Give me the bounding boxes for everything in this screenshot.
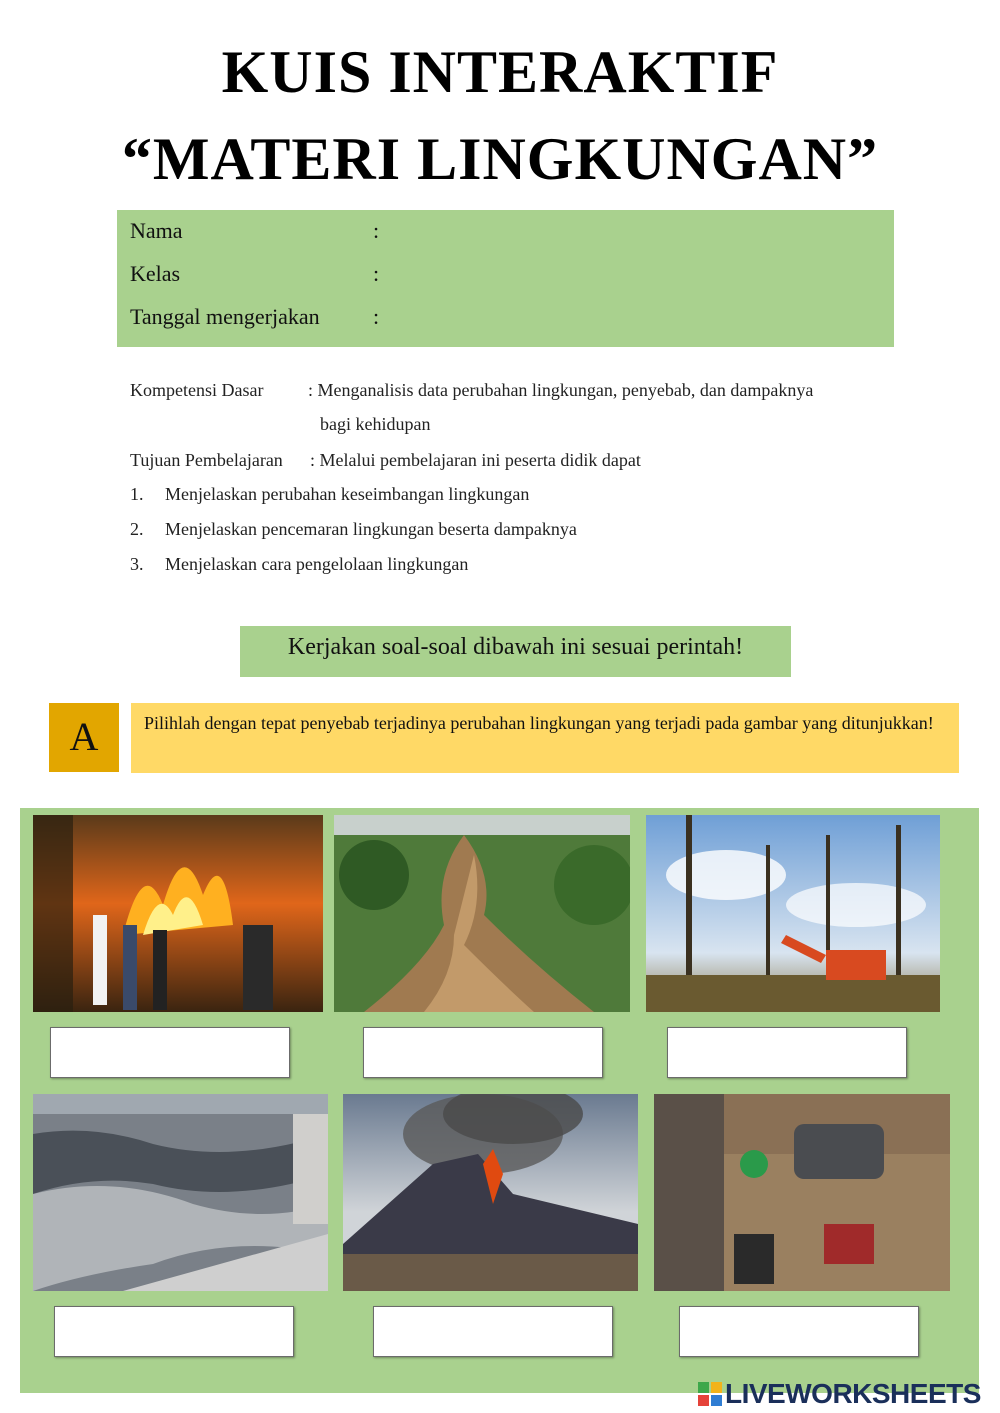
objective-text: Menjelaskan pencemaran lingkungan beserta dampaknya: [165, 519, 577, 539]
answer-box-6[interactable]: [679, 1306, 919, 1357]
class-row: [130, 261, 379, 287]
class-colon: :: [373, 261, 380, 286]
objective-number: 1.: [130, 484, 144, 504]
tp-text: : Melalui pembelajaran ini peserta didik dapat: [310, 450, 641, 470]
kd-label: Kompetensi Dasar: [130, 380, 264, 400]
answer-box-1[interactable]: [50, 1027, 290, 1078]
brand-name: LIVEWORKSHEETS: [725, 1378, 981, 1409]
date-label: Tanggal mengerjakan: [130, 304, 320, 329]
student-identity-box: [117, 210, 894, 347]
image-question-panel: [20, 808, 979, 1393]
liveworksheets-brand: [698, 1376, 981, 1412]
tsunami-photo: [33, 1094, 328, 1291]
date-colon: :: [373, 304, 380, 329]
kd-text-line2: bagi kehidupan: [320, 414, 431, 434]
page-title-line2: “MATERI LINGKUNGAN”: [121, 126, 879, 192]
objective-text: Menjelaskan perubahan keseimbangan lingkungan: [165, 484, 530, 504]
instruction-banner: Kerjakan soal-soal dibawah ini sesuai perintah!: [240, 626, 791, 677]
objective-number: 2.: [130, 519, 144, 539]
liveworksheets-logo-icon: [698, 1382, 722, 1406]
tp-label: Tujuan Pembelajaran: [130, 450, 283, 470]
kd-text-line1: : Menganalisis data perubahan lingkungan, penyebab, dan dampaknya: [308, 380, 814, 400]
section-a-question: Pilihlah dengan tepat penyebab terjadinya perubahan lingkungan yang terjadi pada gambar yang ditunjukkan!: [131, 703, 959, 773]
landslide-photo: [334, 815, 630, 1012]
volcano-eruption-photo: [343, 1094, 638, 1291]
answer-box-5[interactable]: [373, 1306, 613, 1357]
answer-box-3[interactable]: [667, 1027, 907, 1078]
deforestation-excavator-photo: [646, 815, 940, 1012]
name-colon: :: [373, 218, 380, 243]
answer-box-4[interactable]: [54, 1306, 294, 1357]
answer-box-2[interactable]: [363, 1027, 603, 1078]
name-row: [130, 218, 379, 244]
objective-number: 3.: [130, 554, 144, 574]
class-label: Kelas: [130, 261, 181, 286]
flood-photo: [654, 1094, 950, 1291]
objective-text: Menjelaskan cara pengelolaan lingkungan: [165, 554, 469, 574]
date-row: [130, 304, 379, 330]
section-a-badge: A: [49, 703, 119, 772]
name-label: Nama: [130, 218, 183, 243]
forest-fire-photo: [33, 815, 323, 1012]
page-title-line1: KUIS INTERAKTIF: [221, 39, 779, 105]
